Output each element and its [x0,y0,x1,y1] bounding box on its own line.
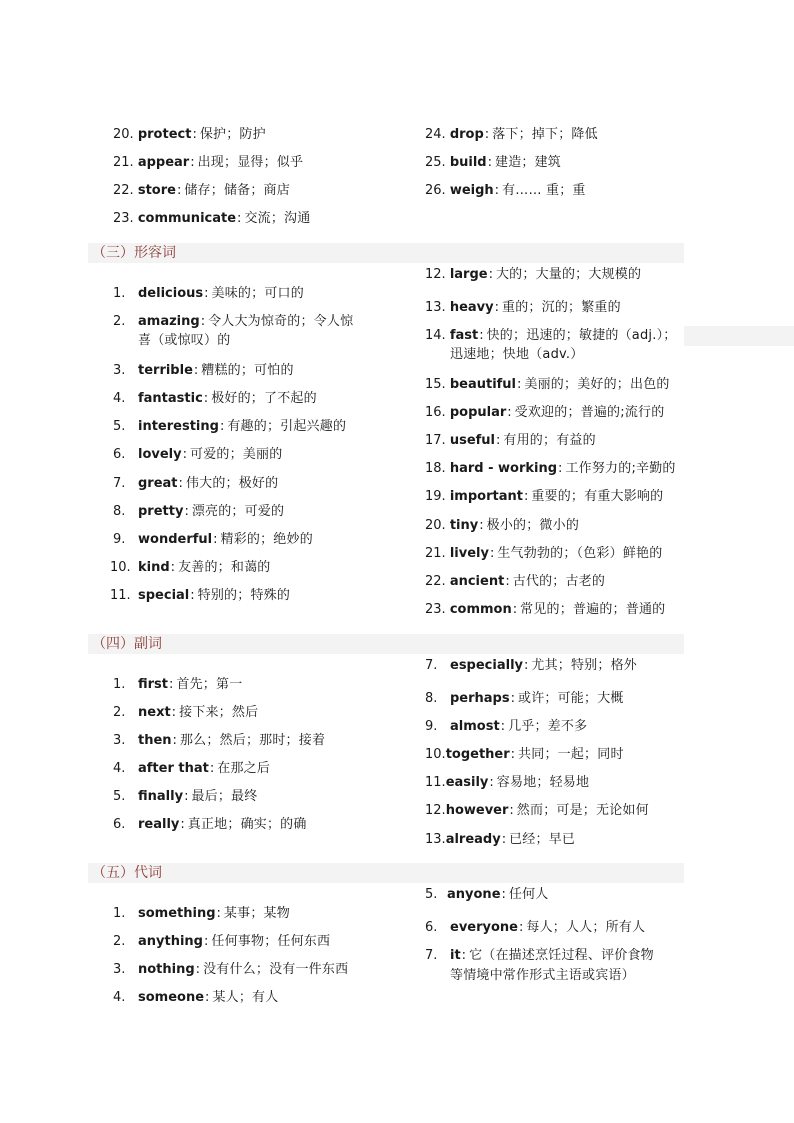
list-item-continuation: 迅速地；快地（adv.） [450,347,584,362]
list-item: 13. heavy: 重的；沉的；繁重的 [425,300,621,315]
list-item: 25. build: 建造；建筑 [425,155,562,170]
section-header-band [88,634,684,654]
list-item: 1. delicious: 美味的；可口的 [113,286,304,301]
list-item: 24. drop: 落下；掉下；降低 [425,127,598,142]
list-item: 13.already: 已经；早已 [425,832,576,847]
list-item: 4. someone: 某人；有人 [113,990,279,1005]
list-item: 21. appear: 出现；显得；似乎 [113,155,304,170]
list-item: 22. store: 储存；储备；商店 [113,183,290,198]
list-item: 6. everyone: 每人；人人；所有人 [425,920,646,935]
list-item: 18. hard - working: 工作努力的;辛勤的 [425,461,676,476]
list-item: 3. nothing: 没有什么；没有一件东西 [113,962,349,977]
list-item: 15. beautiful: 美丽的；美好的；出色的 [425,377,670,392]
list-item: 11. special: 特别的；特殊的 [110,588,291,603]
section-title-adverbs: （四）副词 [92,636,162,652]
list-item: 19. important: 重要的；有重大影响的 [425,489,664,504]
list-item: 11.easily: 容易地；轻易地 [425,775,590,790]
list-item: 17. useful: 有用的；有益的 [425,433,596,448]
list-item: 5. finally: 最后；最终 [113,789,258,804]
list-item: 22. ancient: 古代的；古老的 [425,574,606,589]
list-item: 23. communicate: 交流；沟通 [113,211,311,226]
list-item-continuation: 喜（或惊叹）的 [138,333,231,348]
section-header-band [684,326,794,346]
list-item: 20. tiny: 极小的；微小的 [425,518,580,533]
list-item: 6. lovely: 可爱的；美丽的 [113,447,283,462]
list-item: 3. terrible: 糟糕的；可怕的 [113,363,294,378]
list-item: 5. interesting: 有趣的；引起兴趣的 [113,419,347,434]
section-title-adjectives: （三）形容词 [92,245,176,261]
list-item: 1. first: 首先；第一 [113,677,243,692]
list-item: 6. really: 真正地；确实；的确 [113,817,307,832]
list-item: 7. great: 伟大的；极好的 [113,476,279,491]
list-item: 2. anything: 任何事物；任何东西 [113,934,331,949]
list-item-continuation: 等情境中常作形式主语或宾语） [450,968,635,983]
list-item: 8. perhaps: 或许；可能；大概 [425,691,624,706]
list-item: 7. it: 它（在描述烹饪过程、评价食物 [425,948,654,963]
list-item: 3. then: 那么；然后；那时；接着 [113,733,326,748]
list-item: 20. protect: 保护；防护 [113,127,266,142]
list-item: 12.however: 然而；可是；无论如何 [425,803,649,818]
list-item: 1. something: 某事；某物 [113,906,290,921]
list-item: 12. large: 大的；大量的；大规模的 [425,267,642,282]
list-item: 14. fast: 快的；迅速的；敏捷的（adj.）； [425,328,677,343]
section-header-band [88,243,684,263]
list-item: 23. common: 常见的；普遍的；普通的 [425,602,666,617]
list-item: 16. popular: 受欢迎的；普遍的;流行的 [425,405,665,420]
list-item: 7. especially: 尤其；特别；格外 [425,658,637,673]
list-item: 8. pretty: 漂亮的；可爱的 [113,504,285,519]
list-item: 2. amazing: 令人大为惊奇的；令人惊 [113,314,354,329]
list-item: 9. almost: 几乎；差不多 [425,719,588,734]
list-item: 21. lively: 生气勃勃的；（色彩）鲜艳的 [425,546,663,561]
list-item: 26. weigh: 有…… 重；重 [425,183,586,198]
list-item: 2. next: 接下来；然后 [113,705,259,720]
list-item: 4. after that: 在那之后 [113,761,271,776]
section-header-band [88,863,684,883]
list-item: 5. anyone: 任何人 [425,887,549,902]
list-item: 9. wonderful: 精彩的；绝妙的 [113,532,313,547]
section-title-pronouns: （五）代词 [92,865,162,881]
list-item: 10. kind: 友善的；和蔼的 [110,560,271,575]
list-item: 10.together: 共同；一起；同时 [425,747,624,762]
list-item: 4. fantastic: 极好的；了不起的 [113,391,317,406]
